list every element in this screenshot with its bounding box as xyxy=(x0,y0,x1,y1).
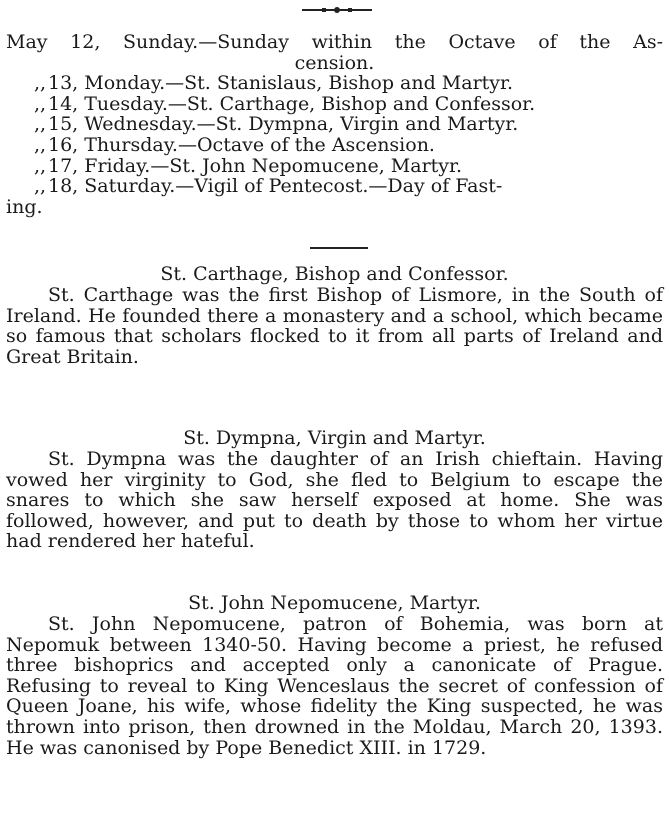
saint-dympna-heading: St. Dympna, Virgin and Martyr. xyxy=(183,427,486,449)
calendar-entry xyxy=(6,73,663,94)
ditto-mark: ,, xyxy=(34,175,47,198)
saint-john-nepomucene-body: St. John Nepomucene, patron of Bohemia, was born at Nepomuk between 1340-50. Having become a priest, he refused three bishoprics and accepted only a canonicate of Prague. Refusing to reveal to King Wenceslaus the secret of confession of Queen Joane, his wife, whose fidelity the King suspected, he was thrown into prison, then drowned in the Moldau, March 20, 1393. He was canonised by Pope Benedict XIII. in 1729. xyxy=(6,613,663,759)
saint-carthage-heading: St. Carthage, Bishop and Confessor. xyxy=(160,263,509,285)
saint-dympna-body: St. Dympna was the daughter of an Irish chieftain. Having vowed her virginity to God, she fled to Belgium to escape the snares to which she saw herself exposed at home. She was followed, however, and put to death by those to whom her virtue had rendered her hateful. xyxy=(6,448,663,553)
calendar-entry xyxy=(6,176,663,197)
ditto-mark: ,, xyxy=(34,154,47,177)
saint-carthage-section xyxy=(6,263,663,367)
calendar-entry-text: 15, Wednesday.—St. Dympna, Virgin and Martyr. xyxy=(48,113,519,136)
ditto-mark: ,, xyxy=(34,92,47,115)
calendar-entry-continuation: ing. xyxy=(6,195,43,218)
calendar-entry xyxy=(6,114,663,135)
calendar-entry-may-12: May 12, Sunday.—Sunday within the Octave of the As- xyxy=(6,31,663,53)
ditto-mark: ,, xyxy=(34,72,47,95)
calendar-entry-text: 13, Monday.—St. Stanislaus, Bishop and Martyr. xyxy=(48,72,514,95)
saint-dympna-section xyxy=(6,427,663,552)
calendar-entry-text: 17, Friday.—St. John Nepomucene, Martyr. xyxy=(48,154,463,177)
calendar-entry-text: 14, Tuesday.—St. Carthage, Bishop and Confessor. xyxy=(48,92,536,115)
calendar-entry xyxy=(6,135,663,156)
calendar-entry-text: 16, Thursday.—Octave of the Ascension. xyxy=(48,133,435,156)
calendar-entry-may-12-continuation: cension. xyxy=(294,51,375,74)
saint-john-nepomucene-section xyxy=(6,592,663,758)
ditto-mark: ,, xyxy=(34,113,47,136)
section-divider xyxy=(310,247,368,249)
calendar-entry xyxy=(6,94,663,115)
calendar-entry xyxy=(6,156,663,177)
decorative-ornament-rule xyxy=(302,7,372,13)
saint-john-nepomucene-heading: St. John Nepomucene, Martyr. xyxy=(188,592,481,614)
liturgical-calendar xyxy=(6,32,663,217)
saint-carthage-body: St. Carthage was the first Bishop of Lismore, in the South of Ireland. He founded there a monastery and a school, which became so famous that scholars flocked to it from all parts of Ireland and Great Britain. xyxy=(6,284,663,368)
calendar-entry-text: 18, Saturday.—Vigil of Pentecost.—Day of Fast- xyxy=(48,175,503,198)
ditto-mark: ,, xyxy=(34,133,47,156)
